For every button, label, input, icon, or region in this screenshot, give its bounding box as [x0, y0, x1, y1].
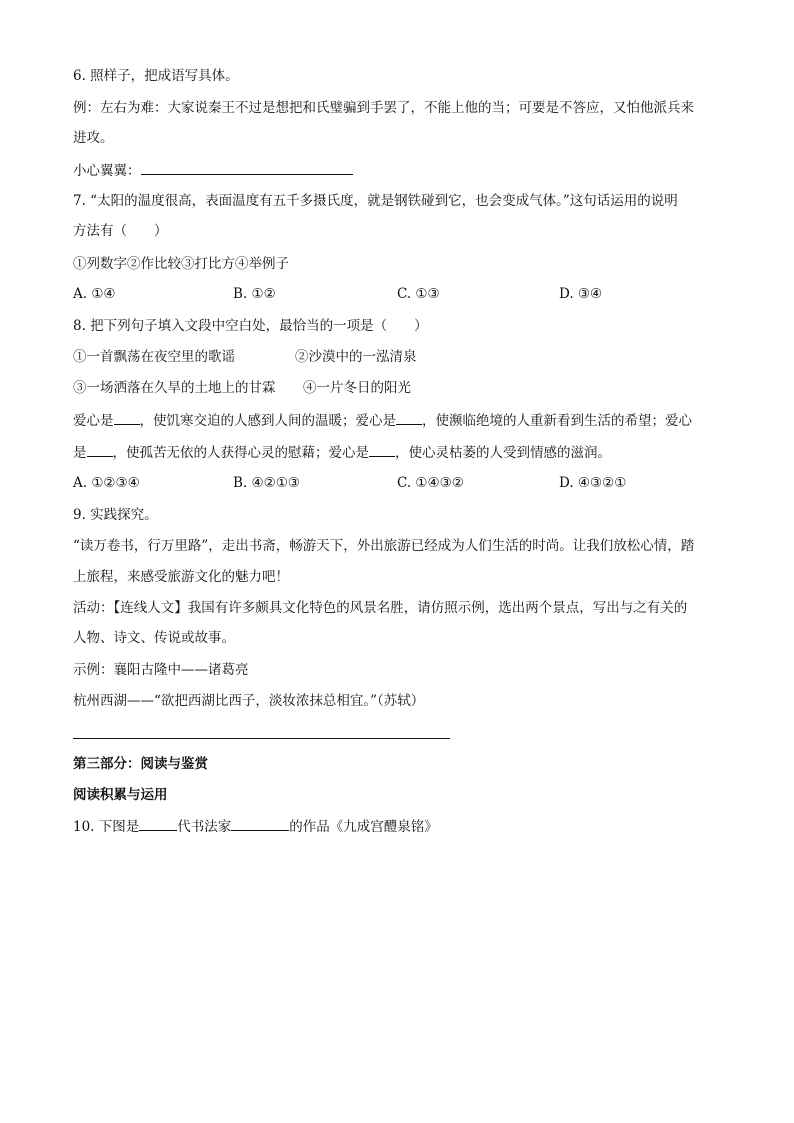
- q10-text: 的作品《九成宫醴泉铭》: [289, 819, 438, 835]
- q8-blank-3[interactable]: [87, 442, 113, 457]
- q8-text: ，使饥寒交迫的人感到人间的温暖；爱心是: [139, 413, 396, 429]
- q9-intro-line2: 上旅程，来感受旅游文化的魅力吧！: [73, 569, 289, 585]
- q10-line: [73, 816, 438, 837]
- q8-option-a[interactable]: A. ①②③④: [73, 475, 140, 491]
- q8-sentence-4: ④一片冬日的阳光: [303, 380, 411, 396]
- q10-blank-dynasty[interactable]: [139, 816, 177, 831]
- q9-activity-line1: 活动：【连线人文】我国有许多颇具文化特色的风景名胜，请仿照示例，选出两个景点，写出与之有关的: [73, 600, 688, 616]
- q10-text: 代书法家: [177, 819, 232, 835]
- q8-text: ，使濒临绝境的人重新看到生活的希望；爱心: [422, 413, 692, 429]
- q6-blank-row: [73, 160, 353, 181]
- q9-answer-line[interactable]: [73, 738, 450, 739]
- q8-paragraph-line1: [73, 410, 692, 431]
- q9-activity-line2: 人物、诗文、传说或故事。: [73, 630, 235, 646]
- q8-sentence-1: ①一首飘荡在夜空里的歌谣: [73, 349, 235, 365]
- q8-paragraph-line2: [73, 442, 611, 463]
- q7-option-b[interactable]: B. ①②: [233, 286, 276, 302]
- q8-text: 是: [73, 445, 87, 461]
- q8-blank-4[interactable]: [369, 442, 395, 457]
- q6-blank-label: 小心翼翼：: [73, 163, 141, 179]
- q8-text: ，使孤苦无依的人获得心灵的慰藉；爱心是: [112, 445, 369, 461]
- q6-title: 6. 照样子，把成语写具体。: [73, 68, 239, 84]
- q8-option-c[interactable]: C. ①④③②: [397, 475, 464, 491]
- q8-sentence-3: ③一场洒落在久旱的土地上的甘霖: [73, 380, 276, 396]
- q7-option-a[interactable]: A. ①④: [73, 286, 116, 302]
- q6-answer-blank[interactable]: [141, 160, 353, 175]
- part3-heading: 第三部分：阅读与鉴赏: [73, 756, 208, 772]
- q7-line1: 7. “太阳的温度很高，表面温度有五千多摄氏度，就是钢铁碰到它，也会变成气体。”这句话运用的说明: [73, 193, 678, 209]
- q10-blank-calligrapher[interactable]: [231, 816, 289, 831]
- q6-example-line2: 进攻。: [73, 130, 114, 146]
- q7-options: [73, 284, 723, 304]
- q8-blank-1[interactable]: [114, 410, 140, 425]
- q7-choices: ①列数字②作比较③打比方④举例子: [73, 256, 289, 272]
- q8-text: ，使心灵枯萎的人受到情感的滋润。: [395, 445, 611, 461]
- q9-title: 9. 实践探究。: [73, 507, 158, 523]
- q8-option-b[interactable]: B. ④②①③: [233, 475, 300, 491]
- q8-sentences-row2: [73, 378, 723, 398]
- q10-text: 10. 下图是: [73, 819, 140, 835]
- q8-sentences-row1: [73, 347, 723, 367]
- q8-title: 8. 把下列句子填入文段中空白处，最恰当的一项是（ ）: [73, 318, 428, 334]
- q7-option-d[interactable]: D. ③④: [559, 286, 603, 302]
- q7-option-c[interactable]: C. ①③: [397, 286, 440, 302]
- q7-line2: 方法有（ ）: [73, 223, 168, 239]
- q9-example-2: 杭州西湖——“欲把西湖比西子，淡妆浓抹总相宜。”（苏轼）: [73, 693, 425, 709]
- q8-sentence-2: ②沙漠中的一泓清泉: [295, 349, 417, 365]
- q8-blank-2[interactable]: [396, 410, 422, 425]
- part3-subheading: 阅读积累与运用: [73, 787, 168, 803]
- q8-option-d[interactable]: D. ④③②①: [559, 475, 627, 491]
- q9-intro-line1: “读万卷书，行万里路”，走出书斋，畅游天下，外出旅游已经成为人们生活的时尚。让我们放松心情，踏: [73, 538, 695, 554]
- q6-example-line1: 例：左右为难：大家说秦王不过是想把和氏璧骗到手罢了，不能上他的当；可要是不答应，又怕他派兵来: [73, 100, 694, 116]
- q9-example-1: 示例：襄阳古隆中——诸葛亮: [73, 662, 249, 678]
- q8-options: [73, 473, 723, 493]
- q8-text: 爱心是: [73, 413, 114, 429]
